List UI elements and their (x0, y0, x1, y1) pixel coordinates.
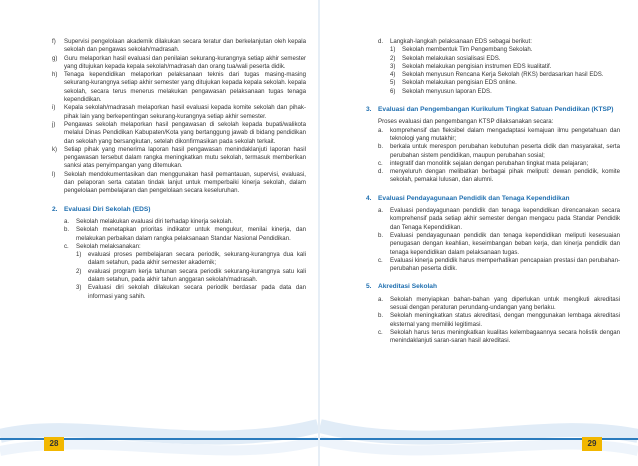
list-item (52, 146, 306, 171)
list-marker: d. (378, 168, 384, 176)
list-marker: 1) (390, 46, 396, 54)
list-text: komprehensif dan fleksibel dalam mengadaptasi kemajuan ilmu pengetahuan dan teknologi yang mutakhir; (390, 126, 620, 142)
section-title: Evaluasi dan Pengembangan Kurikulum Tingkat Satuan Pendidikan (KTSP) (378, 106, 614, 114)
eds-list (52, 218, 306, 251)
list-marker: i) (52, 104, 56, 112)
list-marker: c. (378, 328, 383, 336)
list-text: integratif dan monolitik sejalan dengan perubahan tingkat mata pelajaran; (390, 159, 589, 167)
right-column (366, 38, 620, 346)
list-marker: f) (52, 38, 56, 45)
list-marker: c. (64, 242, 69, 250)
section-number: 2. (52, 205, 58, 213)
list-item (378, 232, 620, 257)
list-marker: j) (52, 120, 56, 128)
list-marker: c. (378, 256, 383, 264)
list-marker: b. (378, 231, 384, 239)
list-text: Sekolah harus terus meningkatkan kualitas kelembagaannya secara holistik dengan menindaklanjuti saran-saran hasil akreditasi. (390, 328, 620, 345)
list-text: evaluasi program kerja tahunan secara periodik sekurang-kurangnya satu kali dalam setahun, pada akhir tahun anggaran sekolah/madrasah. (88, 267, 306, 284)
list-marker: 5) (390, 79, 396, 87)
eds-steps-list (378, 46, 620, 96)
list-item (390, 71, 620, 79)
list-text: Pengawas sekolah melaporkan hasil pengawasan di sekolah kepada bupati/walikota melalui Dinas Pendidikan Kabupaten/Kota yang bertanggung jawab di bidang pendidikan dan sekolah yang bersangkutan, setelah dikonfirmasikan pada sekolah terkait. (64, 120, 306, 145)
list-item (378, 257, 620, 274)
list-item (378, 329, 620, 346)
section-number: 3. (366, 106, 372, 114)
list-marker: d. (378, 38, 384, 45)
section-title: Evaluasi Diri Sekolah (EDS) (64, 205, 151, 213)
list-item (378, 143, 620, 160)
list-marker: g) (52, 54, 58, 62)
list-marker: 1) (76, 251, 82, 259)
list-text: Sekolah melakukan pengisian EDS online. (402, 79, 517, 87)
list-text: Sekolah menyusun laporan EDS. (402, 87, 492, 95)
list-item (378, 168, 620, 185)
list-item (52, 104, 306, 121)
list-item (378, 312, 620, 329)
list-item (390, 79, 620, 87)
list-text: Supervisi pengelolaan akademik dilakukan secara teratur dan berkelanjutan oleh kepala sekolah dan pengawas sekolah/madrasah. (64, 38, 306, 54)
list-item (76, 251, 306, 268)
list-text: Sekolah membentuk Tim Pengembang Sekolah. (402, 46, 533, 54)
list-item (52, 38, 306, 55)
list-text: Sekolah menyusun Rencana Kerja Sekolah (RKS) berdasarkan hasil EDS. (402, 71, 604, 79)
wave-decoration (0, 396, 318, 466)
list-text: Kepala sekolah/madrasah melaporkan hasil evaluasi kepada komite sekolah dan pihak-pihak lain yang berkepentingan sekurang-kurangnya setiap akhir semester. (64, 104, 306, 120)
list-text: Evaluasi diri sekolah dilakukan secara periodik berdasar pada data dan informasi yang sahih. (88, 284, 306, 300)
list-text: Evaluasi pendayagunaan pendidik dan tenaga kependidikan direncanakan secara komprehensif pada setiap akhir semester dengan mengacu pada Standar Pendidik dan Tenaga Kependidikan. (390, 207, 620, 231)
list-item (52, 71, 306, 104)
eds-steps-block (366, 38, 620, 96)
list-item (390, 63, 620, 71)
list-marker: a. (378, 207, 384, 215)
list-marker: b. (378, 143, 384, 151)
section-title: Evaluasi Pendayagunaan Pendidik dan Tenaga Kependidikan (378, 194, 570, 202)
list-marker: a. (378, 126, 384, 134)
list-text: Langkah-langkah pelaksanaan EDS sebagai berikut: (390, 38, 532, 45)
section-heading-eds (52, 206, 306, 214)
list-text: berkala untuk merespon perubahan kebutuhan peserta didik dan masyarakat, serta perubahan sistem pendidikan, maupun perubahan sosial; (390, 143, 620, 159)
accreditation-list (366, 296, 620, 346)
list-marker: h) (52, 71, 58, 79)
list-text: Evaluasi kinerja pendidik harus memperhatikan pencapaian prestasi dan perubahan-perubahan peserta didik. (390, 256, 620, 273)
section-heading-staff (366, 195, 620, 203)
list-text: Sekolah melakukan pengisian instrumen EDS kualitatif. (402, 62, 552, 70)
list-item (378, 296, 620, 313)
list-item (390, 55, 620, 63)
list-item (64, 218, 306, 226)
ktsp-intro: Proses evaluasi dan pengembangan KTSP dilaksanakan secara: (378, 118, 554, 126)
list-marker: 2) (76, 267, 82, 275)
ktsp-list (366, 127, 620, 185)
section-heading-ktsp (366, 106, 620, 114)
list-item (378, 38, 620, 46)
list-marker: 6) (390, 87, 396, 95)
list-text: Tenaga kependidikan melaporkan pelaksanaan teknis dari tugas masing-masing sekurang-kurangnya setiap akhir semester yang ditujukan kepada kepala sekolah. kepala sekolah, secara terus menerus melakukan pengawasan pelaksanaan tugas tenaga kependidikan. (64, 71, 306, 104)
eds-sublist (52, 251, 306, 301)
section-number: 4. (366, 194, 372, 202)
list-marker: a. (64, 217, 70, 225)
list-text: Sekolah menyiapkan bahan-bahan yang diperlukan untuk mengikuti akreditasi sesuai dengan peraturan perundang-undangan yang berlaku. (390, 295, 620, 312)
wave-decoration (320, 396, 638, 466)
list-marker: c. (378, 159, 383, 167)
list-marker: b. (64, 226, 70, 234)
list-text: Setiap pihak yang menerima laporan hasil pengawasan menindaklanjuti laporan hasil pengawasan tersebut dalam rangka meningkatkan mutu sekolah, termasuk memberikan sanksi atas penyimpangan yang ditemukan. (64, 145, 306, 170)
list-marker: l) (52, 170, 56, 178)
section-title: Akreditasi Sekolah (378, 283, 438, 291)
list-text: Sekolah melaksanakan: (76, 242, 141, 250)
staff-list (366, 207, 620, 273)
list-item (390, 46, 620, 54)
list-text: Sekolah melakukan evaluasi diri terhadap kinerja sekolah. (76, 217, 233, 225)
list-item (52, 171, 306, 196)
list-text: Sekolah mendokumentasikan dan menggunakan hasil pemantauan, supervisi, evaluasi, dan pelaporan serta catatan tindak lanjut untuk memperbaiki kinerja sekolah, dalam pengelolaan pembelajaran dan pengelolaan secara keseluruhan. (64, 170, 306, 195)
list-item (378, 160, 620, 168)
section-heading-accreditation (366, 283, 620, 291)
list-marker: 3) (390, 62, 396, 70)
list-text: Evaluasi pendayagunaan pendidik dan tenaga kependidikan meliputi kesesuaian penugasan dengan keahlian, keseimbangan beban kerja, dan kinerja pendidik dan tenaga kependidikan dalam pelaksanaan tugas. (390, 231, 620, 256)
list-marker: a. (378, 295, 384, 303)
list-item (64, 243, 306, 251)
list-marker: 2) (390, 54, 396, 62)
section-number: 5. (366, 283, 372, 291)
list-marker: 4) (390, 71, 396, 79)
list-marker: b. (378, 312, 384, 320)
list-item (390, 88, 620, 96)
list-text: Sekolah meningkatkan status akreditasi, dengan menggunakan lembaga akreditasi eksternal yang memiliki legitimasi. (390, 312, 620, 328)
list-item (378, 207, 620, 232)
list-item (378, 127, 620, 144)
list-marker: 3) (76, 284, 82, 292)
right-page (320, 0, 638, 466)
list-item (64, 226, 306, 243)
list-item (76, 268, 306, 285)
list-text: menyeluruh dengan melibatkan berbagai pihak meliputi: dewan pendidik, komite sekolah, pemakai lulusan, dan alumni. (390, 168, 620, 184)
list-item (52, 121, 306, 146)
list-text: Sekolah menetapkan prioritas indikator untuk mengukur, menilai kinerja, dan melakukan perbaikan dalam rangka pelaksanaan Standar Nasional Pendidikan. (76, 226, 306, 242)
list-text: evaluasi proses pembelajaran secara periodik, sekurang-kurangnya dua kali dalam setahun, pada akhir semester akademik; (88, 251, 306, 267)
page-number-left: 28 (44, 437, 64, 451)
list-marker: k) (52, 145, 58, 153)
list-text: Guru melaporkan hasil evaluasi dan penilaian sekurang-kurangnya setiap akhir semester yang ditujukan kepada kepala sekolah/madrasah dan orang tua/wali peserta didik. (64, 54, 306, 70)
list-item (76, 284, 306, 301)
left-page (0, 0, 318, 466)
evaluation-list (52, 38, 306, 196)
list-item (52, 55, 306, 72)
page-number-right: 29 (582, 437, 602, 451)
list-text: Sekolah melakukan sosialisasi EDS. (402, 54, 501, 62)
left-column (52, 38, 306, 301)
